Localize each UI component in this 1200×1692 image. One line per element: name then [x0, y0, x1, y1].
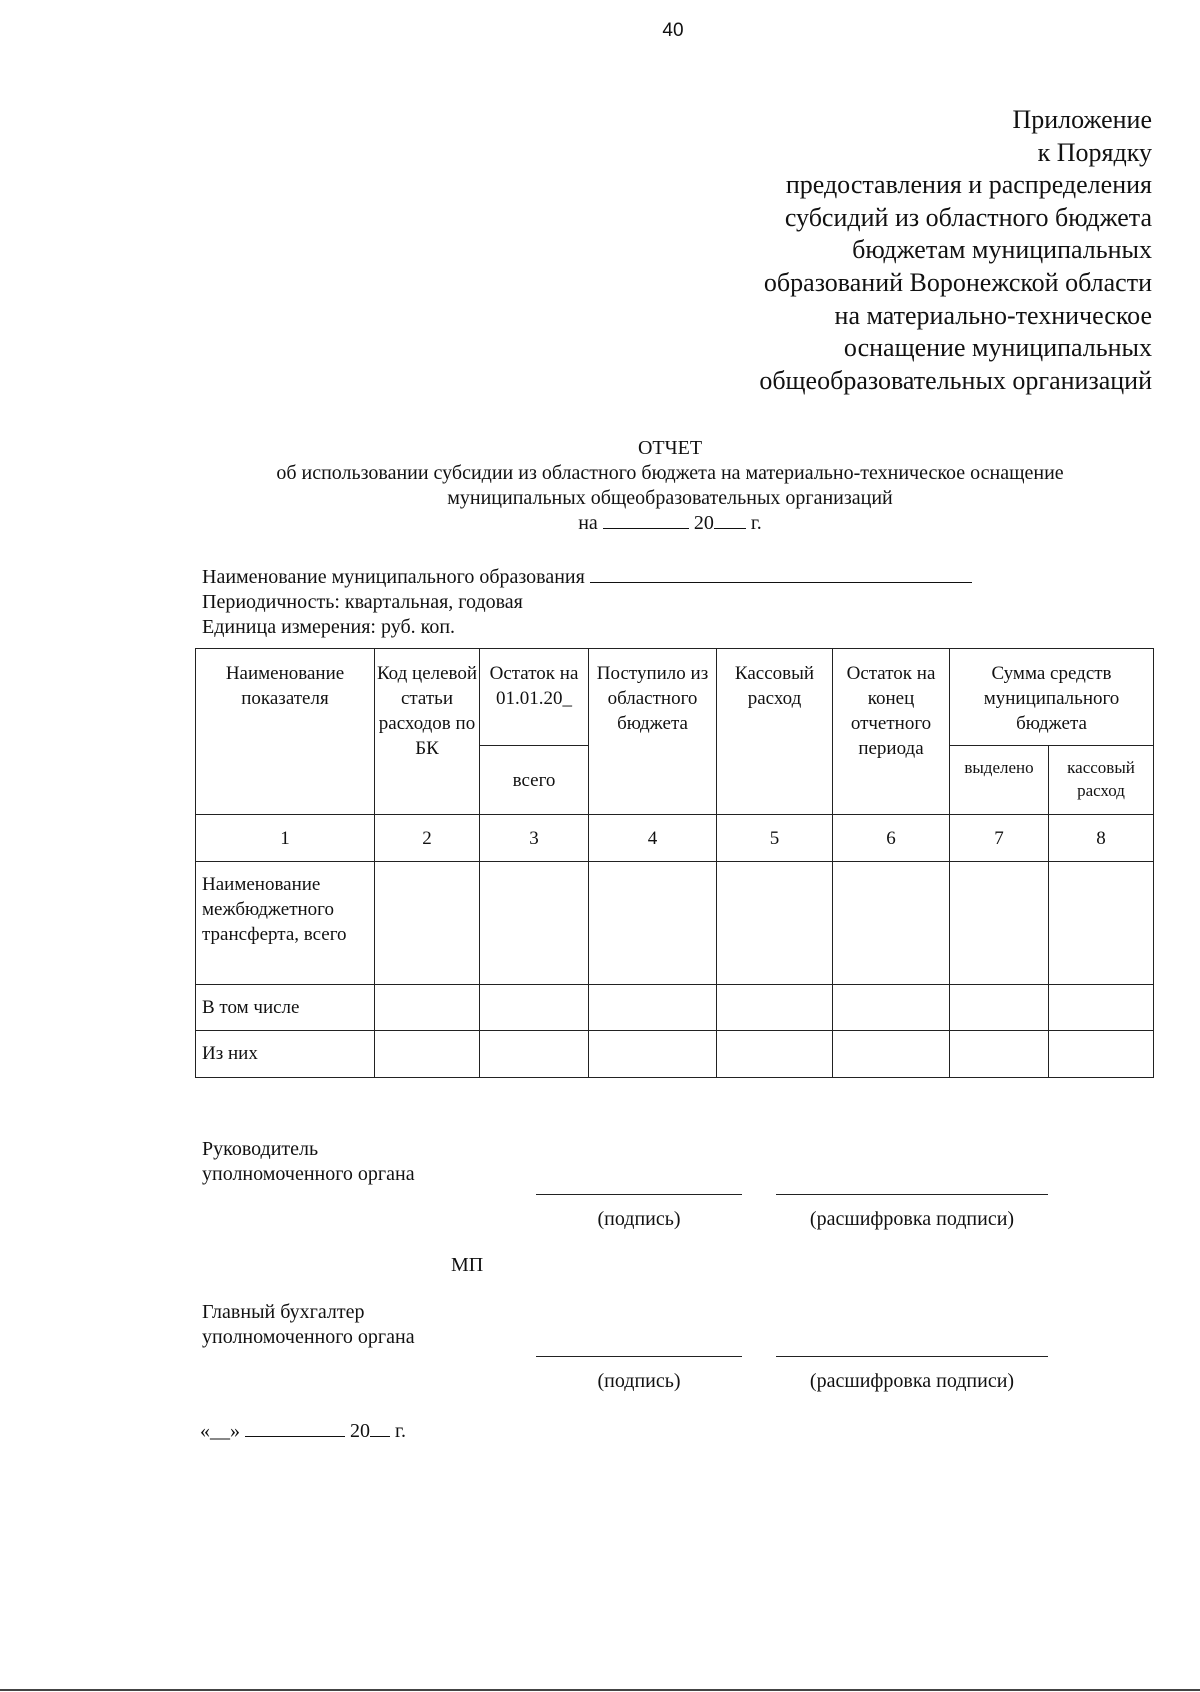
accountant-signatory-label — [202, 1300, 415, 1350]
appendix-line: на материально-техническое — [834, 300, 1152, 330]
column-number: 4 — [589, 815, 717, 862]
column-number: 7 — [950, 815, 1049, 862]
column-number: 2 — [375, 815, 480, 862]
report-table — [195, 648, 1154, 1078]
table-cell[interactable] — [375, 1031, 480, 1078]
accountant-decoding-line[interactable] — [776, 1356, 1048, 1357]
date-year: 20 — [350, 1420, 370, 1442]
table-cell[interactable] — [589, 985, 717, 1031]
table-row — [196, 1031, 1154, 1078]
report-heading — [200, 436, 1140, 536]
table-cell[interactable] — [833, 985, 950, 1031]
report-date-prefix: на — [578, 512, 598, 534]
table-cell[interactable] — [1049, 862, 1154, 985]
head-signature-line[interactable] — [536, 1194, 742, 1195]
appendix-line: предоставления и распределения — [785, 170, 1152, 200]
appendix-line: оснащение муниципальных — [843, 333, 1152, 363]
appendix-heading — [759, 104, 1152, 397]
header-indicator-name: Наименование показателя — [196, 649, 375, 815]
table-row — [196, 862, 1154, 985]
header-allocated: выделено — [950, 746, 1049, 815]
head-title: Руководитель — [202, 1138, 319, 1160]
header-budget-code: Код целевой статьи расходов по БК — [375, 649, 480, 815]
header-closing-balance: Остаток на конец отчетного периода — [833, 649, 950, 815]
header-opening-balance: Остаток на 01.01.20_ — [480, 649, 589, 746]
table-cell[interactable] — [950, 1031, 1049, 1078]
head-signature-caption: (подпись) — [597, 1208, 681, 1230]
table-cell[interactable] — [833, 862, 950, 985]
header-total: всего — [480, 746, 589, 815]
table-cell[interactable] — [589, 1031, 717, 1078]
table-cell[interactable] — [375, 985, 480, 1031]
column-number: 1 — [196, 815, 375, 862]
head-decoding-line[interactable] — [776, 1194, 1048, 1195]
head-signatory-label — [202, 1137, 415, 1187]
date-month-blank[interactable] — [245, 1420, 345, 1437]
table-cell[interactable] — [717, 1031, 833, 1078]
table-cell[interactable] — [717, 985, 833, 1031]
row-label: В том числе — [196, 985, 375, 1031]
report-year-blank[interactable] — [714, 512, 746, 529]
head-decoding-caption: (расшифровка подписи) — [809, 1208, 1015, 1230]
accountant-signature-caption: (подпись) — [597, 1370, 681, 1392]
page-bottom-rule — [0, 1689, 1200, 1691]
table-cell[interactable] — [480, 1031, 589, 1078]
unit-of-measure: Единица измерения: руб. коп. — [202, 616, 456, 638]
header-municipal-funds: Сумма средств муниципального бюджета — [950, 649, 1154, 746]
report-subtitle: муниципальных общеобразовательных организаций — [447, 487, 893, 509]
column-number: 8 — [1049, 815, 1154, 862]
header-received: Поступило из областного бюджета — [589, 649, 717, 815]
accountant-signature-line[interactable] — [536, 1356, 742, 1357]
appendix-line: субсидий из областного бюджета — [784, 202, 1152, 232]
page-number: 40 — [662, 20, 684, 41]
date-year-blank[interactable] — [370, 1420, 390, 1437]
municipality-field[interactable] — [590, 566, 972, 583]
table-cell[interactable] — [950, 862, 1049, 985]
report-meta — [202, 565, 972, 640]
appendix-line: бюджетам муниципальных — [852, 235, 1152, 265]
appendix-line: Приложение — [1012, 105, 1152, 134]
table-cell[interactable] — [589, 862, 717, 985]
table-cell[interactable] — [1049, 985, 1154, 1031]
row-label: Наименование межбюджетного трансферта, всего — [196, 862, 375, 985]
table-cell[interactable] — [480, 985, 589, 1031]
table-cell[interactable] — [717, 862, 833, 985]
municipality-row — [202, 565, 972, 590]
stamp-place: МП — [451, 1254, 484, 1276]
appendix-line: общеобразовательных организаций — [759, 365, 1152, 395]
column-number: 5 — [717, 815, 833, 862]
signature-date — [200, 1419, 406, 1444]
table-row — [196, 985, 1154, 1031]
row-label: Из них — [196, 1031, 375, 1078]
table-cell[interactable] — [1049, 1031, 1154, 1078]
date-day: «__» — [200, 1420, 240, 1442]
date-suffix: г. — [395, 1420, 406, 1442]
report-date-year: 20 — [693, 512, 714, 534]
municipality-label: Наименование муниципального образования — [202, 566, 585, 588]
report-subtitle: об использовании субсидии из областного бюджета на материально-техническое оснащение — [276, 462, 1064, 484]
table-cell[interactable] — [833, 1031, 950, 1078]
report-date-suffix: г. — [750, 512, 762, 534]
header-cash-expense: Кассовый расход — [717, 649, 833, 815]
appendix-line: к Порядку — [1037, 137, 1152, 167]
column-number: 6 — [833, 815, 950, 862]
report-date-blank[interactable] — [603, 512, 689, 529]
report-title: ОТЧЕТ — [637, 437, 703, 459]
head-organ: уполномоченного органа — [202, 1163, 415, 1185]
header-municipal-cash-expense: кассовый расход — [1049, 746, 1154, 815]
table-cell[interactable] — [950, 985, 1049, 1031]
column-number: 3 — [480, 815, 589, 862]
accountant-organ: уполномоченного органа — [202, 1326, 415, 1348]
table-cell[interactable] — [375, 862, 480, 985]
report-date — [200, 511, 1140, 536]
appendix-line: образований Воронежской области — [763, 267, 1152, 297]
accountant-title: Главный бухгалтер — [202, 1301, 365, 1323]
accountant-decoding-caption: (расшифровка подписи) — [809, 1370, 1015, 1392]
table-cell[interactable] — [480, 862, 589, 985]
periodicity: Периодичность: квартальная, годовая — [202, 591, 523, 613]
